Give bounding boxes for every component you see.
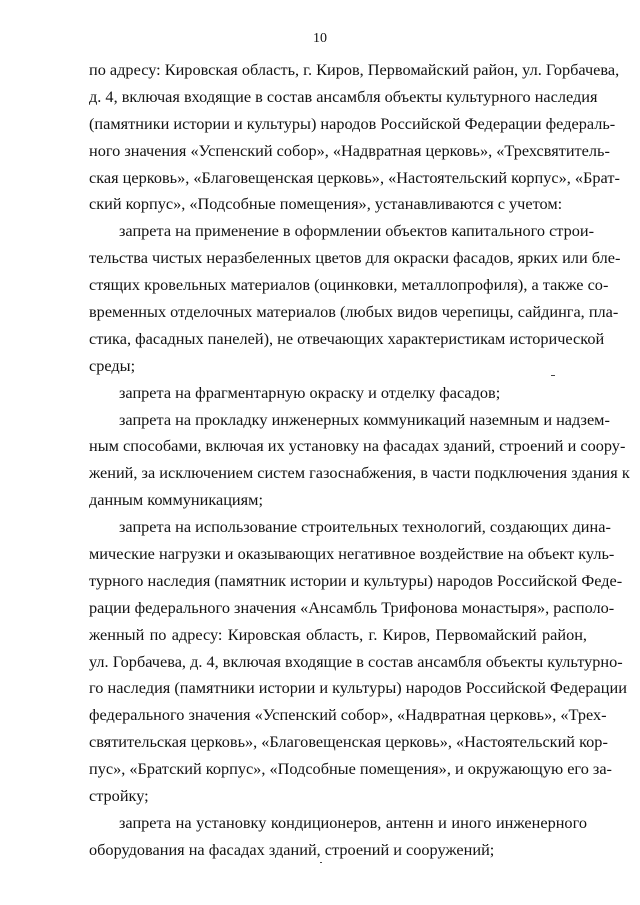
text-line: ская церковь», «Благовещенская церковь», «Настоятельский корпус», «Брат- [89, 167, 620, 187]
text-line: мические нагрузки и оказывающих негативное воздействие на объект куль- [89, 544, 615, 564]
text-line: стика, фасадных панелей), не отвечающих характеристикам исторической [89, 328, 605, 348]
text-line: среды; [89, 355, 136, 375]
text-line: стящих кровельных материалов (оцинковки, металлопрофиля), а также со- [89, 275, 609, 295]
scan-speck [320, 862, 322, 863]
page-number: 10 [313, 31, 327, 46]
text-line: святительская церковь», «Благовещенская церковь», «Настоятельский кор- [89, 732, 608, 752]
text-line: го наследия (памятники истории и культуры) народов Российской Федерации [89, 678, 627, 698]
text-line: пус», «Братский корпус», «Подсобные помещения», и окружающую его за- [89, 759, 612, 779]
text-line: женный по адресу: Кировская область, г. Киров, Первомайский район, [89, 624, 587, 644]
text-line: по адресу: Кировская область, г. Киров, Первомайский район, ул. Горбачева, [89, 60, 620, 79]
document-body [89, 57, 630, 864]
text-line: федерального значения «Успенский собор», «Надвратная церковь», «Трех- [89, 705, 607, 725]
text-line: тельства чистых неразбеленных цветов для окраски фасадов, ярких или бле- [89, 248, 621, 268]
text-line: ул. Горбачева, д. 4, включая входящие в состав ансамбля объекты культурно- [89, 651, 623, 671]
text-line: (памятники истории и культуры) народов Российской Федерации федераль- [89, 113, 616, 133]
text-line: ский корпус», «Подсобные помещения», устанавливаются с учетом: [89, 194, 563, 214]
text-line: жений, за исключением систем газоснабжения, в части подключения здания к [89, 463, 630, 483]
text-line: запрета на фрагментарную окраску и отделку фасадов; [119, 382, 501, 402]
text-line: запрета на установку кондиционеров, антенн и иного инженерного [119, 812, 587, 832]
text-line: запрета на использование строительных технологий, создающих дина- [119, 517, 611, 537]
scan-speck [551, 375, 555, 376]
text-line: стройку; [89, 786, 149, 806]
text-line: ного значения «Успенский собор», «Надвратная церковь», «Трехсвятитель- [89, 140, 610, 160]
text-line: д. 4, включая входящие в состав ансамбля объекты культурного наследия [89, 86, 598, 106]
text-line: рации федерального значения «Ансамбль Трифонова монастыря», располо- [89, 597, 615, 617]
text-line: запрета на прокладку инженерных коммуникаций наземным и надзем- [119, 409, 610, 429]
text-line: оборудования на фасадах зданий, строений и сооружений; [89, 839, 495, 859]
text-line: запрета на применение в оформлении объектов капитального строи- [119, 221, 595, 241]
text-line: временных отделочных материалов (любых видов черепицы, сайдинга, пла- [89, 302, 619, 322]
text-line: данным коммуникациям; [89, 490, 263, 510]
text-line: ным способами, включая их установку на фасадах зданий, строений и соору- [89, 436, 626, 456]
text-line: турного наследия (памятник истории и культуры) народов Российской Феде- [89, 570, 623, 590]
